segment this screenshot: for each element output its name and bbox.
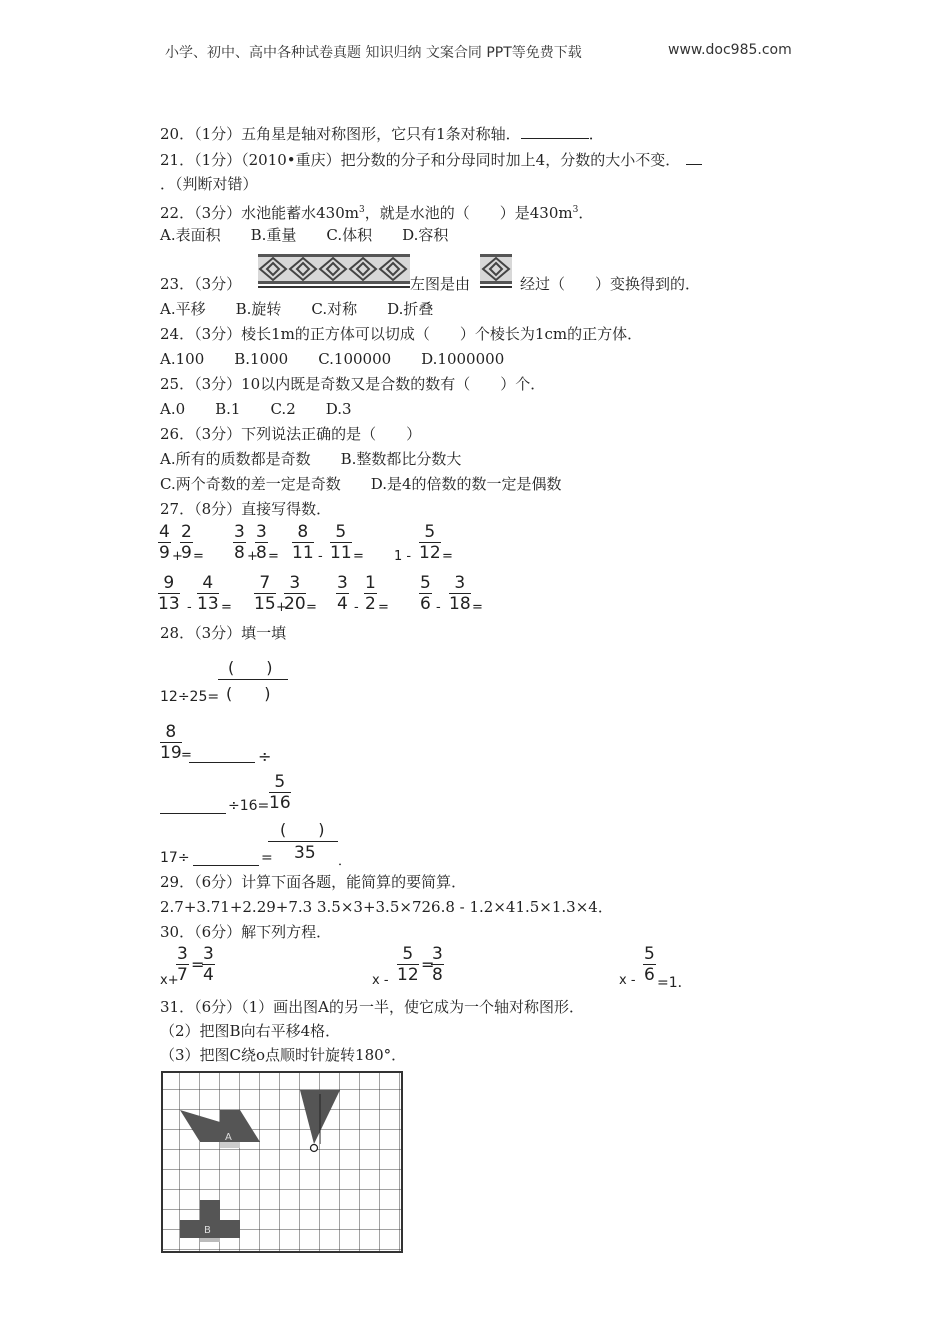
q28-denominator-35: 35 bbox=[294, 843, 316, 863]
operator: + bbox=[276, 600, 287, 615]
q28-end-dot: ． bbox=[338, 854, 352, 869]
q28-div16: ÷16= bbox=[228, 798, 270, 814]
fraction: $\frac{3}{8}$ bbox=[234, 522, 245, 563]
question-27: 27．（8分）直接写得数． bbox=[160, 500, 332, 518]
equals-sign: = bbox=[268, 549, 279, 564]
label-a: A bbox=[225, 1132, 232, 1143]
fraction: $\frac{5}{11}$ bbox=[330, 522, 352, 563]
fraction: $\frac{5}{12}$ bbox=[419, 522, 441, 563]
fraction: $\frac{3}{4}$ bbox=[203, 944, 214, 985]
pattern-unit-image bbox=[480, 252, 512, 290]
q22-text: 22．（3分）水池能蓄水430m bbox=[160, 204, 359, 222]
equals-sign: = bbox=[306, 600, 317, 615]
question-29: 29．（6分）计算下面各题，能简算的要简算． bbox=[160, 873, 467, 891]
equals-sign: = bbox=[261, 850, 273, 866]
equals-sign: = bbox=[181, 748, 192, 763]
operator: - bbox=[187, 600, 192, 615]
q28-paren-denominator[interactable]: ( ) bbox=[226, 684, 271, 703]
q29-expressions: 2.7+3.71+2.29+7.3 3.5×3+3.5×726.8 - 1.2×41.5×1.3×4． bbox=[160, 898, 613, 916]
operator: - bbox=[354, 600, 359, 615]
eq3-x: x - bbox=[619, 973, 636, 988]
fraction: $\frac{4}{13}$ bbox=[197, 573, 219, 614]
fraction: $\frac{3}{8}$ bbox=[256, 522, 267, 563]
question-21 bbox=[160, 150, 702, 170]
q20-end: ． bbox=[588, 125, 604, 143]
question-28: 28．（3分）填一填 bbox=[160, 624, 287, 642]
fraction: $\frac{3}{4}$ bbox=[337, 573, 348, 614]
header-site-link[interactable]: www.doc985.com bbox=[668, 42, 792, 58]
q28-line1: 12÷25= bbox=[160, 689, 220, 705]
equals-sign: = bbox=[353, 549, 364, 564]
operator: 1 - bbox=[394, 549, 412, 564]
q26-options-cd: C.两个奇数的差一定是奇数 D.是4的倍数的数一定是偶数 bbox=[160, 475, 562, 493]
q22-options: A.表面积 B.重量 C.体积 D.容积 bbox=[160, 226, 449, 244]
fraction: $\frac{5}{12}$ bbox=[397, 944, 419, 985]
q22-sup1: 3 bbox=[359, 205, 365, 215]
label-b: B bbox=[204, 1225, 211, 1236]
equals-sign: = bbox=[221, 600, 232, 615]
question-31: 31．（6分）（1）画出图A的另一半，使它成为一个轴对称图形． bbox=[160, 998, 585, 1016]
eq2-x: x - bbox=[372, 973, 389, 988]
question-24: 24．（3分）棱长1m的正方体可以切成（ ）个棱长为1cm的正方体． bbox=[160, 325, 643, 343]
fraction: $\frac{3}{18}$ bbox=[449, 573, 471, 614]
q20-text: 20．（1分）五角星是轴对称图形，它只有1条对称轴． bbox=[160, 125, 521, 143]
q31-step2: （2）把图B向右平移4格． bbox=[160, 1022, 341, 1040]
q21-continuation: ．（判断对错） bbox=[160, 175, 258, 193]
equals-sign: = bbox=[421, 955, 435, 974]
q28-blank-3[interactable] bbox=[193, 851, 259, 866]
equals-sign: = bbox=[472, 600, 483, 615]
header-left-text: 小学、初中、高中各种试卷真题 知识归纳 文案合同 PPT等免费下载 bbox=[165, 45, 582, 61]
fraction: $\frac{8}{19}$ bbox=[160, 722, 182, 763]
q28-fraction-bar bbox=[218, 679, 288, 680]
q23-options: A.平移 B.旋转 C.对称 D.折叠 bbox=[160, 300, 434, 318]
fraction: $\frac{5}{16}$ bbox=[269, 772, 291, 813]
eq1-x: x+ bbox=[160, 973, 179, 988]
fraction: $\frac{7}{15}$ bbox=[254, 573, 276, 614]
fraction: $\frac{5}{6}$ bbox=[420, 573, 431, 614]
q26-options-ab: A.所有的质数都是奇数 B.整数都比分数大 bbox=[160, 450, 462, 468]
fraction: $\frac{1}{2}$ bbox=[365, 573, 376, 614]
question-22 bbox=[160, 200, 593, 223]
equals-sign: = bbox=[442, 549, 453, 564]
grid-figure bbox=[160, 1070, 406, 1256]
q28-blank-1[interactable] bbox=[189, 748, 255, 763]
fraction: $\frac{3}{8}$ bbox=[432, 944, 443, 985]
q24-options: A.100 B.1000 C.100000 D.1000000 bbox=[160, 350, 505, 368]
q21-answer-blank[interactable] bbox=[686, 150, 702, 165]
operator: - bbox=[318, 549, 323, 564]
q28-paren-numerator[interactable]: ( ) bbox=[228, 658, 273, 677]
question-20 bbox=[160, 124, 604, 144]
q22-mid: ，就是水池的（ ）是430m bbox=[364, 204, 573, 222]
question-26: 26．（3分）下列说法正确的是（ ） bbox=[160, 425, 422, 443]
equals-sign: = bbox=[191, 955, 205, 974]
operator: + bbox=[247, 549, 258, 564]
equals-sign: = bbox=[193, 549, 204, 564]
fraction: $\frac{9}{13}$ bbox=[158, 573, 180, 614]
fraction: $\frac{4}{9}$ bbox=[159, 522, 170, 563]
q20-answer-blank[interactable] bbox=[521, 124, 589, 139]
operator: - bbox=[436, 600, 441, 615]
q31-step3: （3）把图C绕o点顺时针旋转180°． bbox=[160, 1046, 407, 1064]
question-30: 30．（6分）解下列方程． bbox=[160, 923, 332, 941]
point-o bbox=[311, 1145, 318, 1152]
pattern-strip-image bbox=[258, 252, 410, 290]
q28-blank-2[interactable] bbox=[160, 799, 226, 814]
q28-fraction-bar-2 bbox=[268, 841, 338, 842]
fraction: $\frac{2}{9}$ bbox=[181, 522, 192, 563]
q23-prefix: 23．（3分） bbox=[160, 275, 242, 293]
q23-mid: 左图是由 bbox=[410, 275, 471, 293]
fraction: $\frac{5}{6}$ bbox=[644, 944, 655, 985]
q28-paren-numerator-2[interactable]: ( ) bbox=[280, 820, 325, 839]
fraction: $\frac{8}{11}$ bbox=[292, 522, 314, 563]
question-25: 25．（3分）10以内既是奇数又是合数的数有（ ）个． bbox=[160, 375, 546, 393]
eq3-end: =1． bbox=[657, 975, 692, 991]
q23-suffix: 经过（ ）变换得到的． bbox=[520, 275, 701, 293]
fraction: $\frac{3}{7}$ bbox=[177, 944, 188, 985]
q21-text: 21．（1分）（2010•重庆）把分数的分子和分母同时加上4，分数的大小不变． bbox=[160, 151, 681, 169]
q28-17-div: 17÷ bbox=[160, 850, 190, 866]
q22-sup2: 3 bbox=[572, 205, 579, 215]
q22-end: ． bbox=[578, 204, 594, 222]
operator: + bbox=[172, 549, 183, 564]
fraction: $\frac{3}{20}$ bbox=[284, 573, 306, 614]
q25-options: A.0 B.1 C.2 D.3 bbox=[160, 400, 352, 418]
equals-sign: = bbox=[378, 600, 389, 615]
division-sign: ÷ bbox=[258, 747, 272, 766]
